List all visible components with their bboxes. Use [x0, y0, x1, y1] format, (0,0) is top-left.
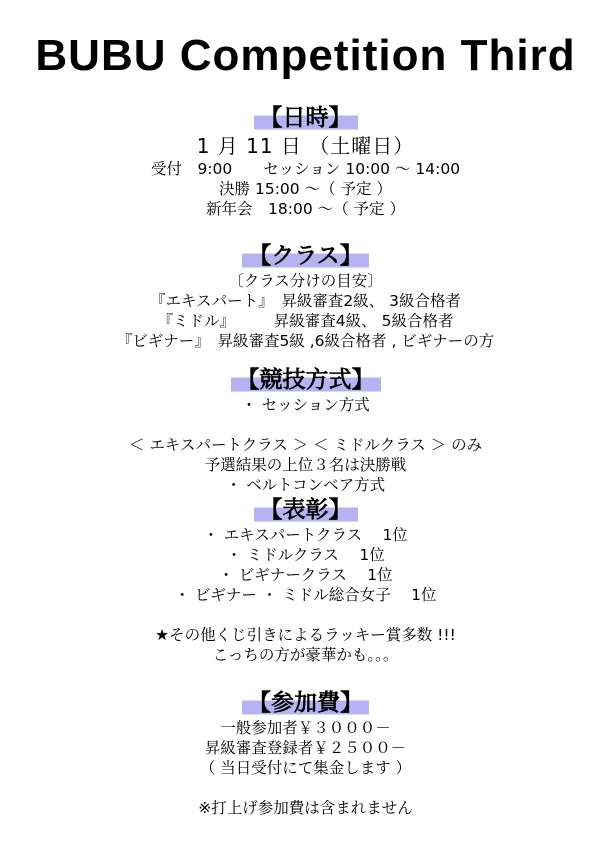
middle-class-criteria: 『ミドル』 昇級審査4級、 5級合格者 [157, 312, 454, 330]
fees-heading: 【参加費】 [242, 688, 369, 718]
afterparty-fee-note: ※打上げ参加費は含まれません [198, 799, 413, 817]
classes-only-note: ＜ エキスパートクラス ＞ ＜ ミドルクラス ＞ のみ [128, 436, 483, 454]
beginner-award: ・ ビギナークラス 1位 [218, 566, 393, 584]
event-title: BUBU Competition Third [35, 31, 576, 80]
belt-conveyor-format: ・ ベルトコンベア方式 [225, 476, 386, 494]
spacer [0, 605, 611, 625]
competition-format-section [0, 365, 611, 495]
class-section [0, 241, 611, 351]
top-three-note: 予選結果の上位３名は決勝戦 [204, 456, 407, 474]
exam-registration-fee: 昇級審査登録者￥２５００－ [204, 739, 407, 757]
middle-award: ・ ミドルクラス 1位 [226, 546, 385, 564]
general-fee: 一般参加者￥３０００－ [220, 719, 391, 737]
awards-section [0, 495, 611, 665]
final-time: 決勝 15:00 ～（ 予定 ） [219, 180, 392, 198]
payment-note: （ 当日受付にて集金します ） [199, 759, 412, 777]
spacer [0, 778, 611, 798]
fees-section [0, 688, 611, 818]
reception-session-time: 受付 9:00 セッション 10:00 ～ 14:00 [150, 160, 461, 178]
prize-comment: こっちの方が豪華かも。。。 [212, 646, 399, 664]
women-award: ・ ビギナー ・ ミドル総合女子 1位 [174, 586, 437, 604]
session-format: ・ セッション方式 [241, 396, 370, 414]
expert-award: ・ エキスパートクラス 1位 [203, 526, 408, 544]
lucky-prize-note: ★その他くじ引きによるラッキー賞多数 !!! [155, 626, 456, 644]
event-date: 1 月 11 日 （土曜日） [196, 134, 415, 158]
class-heading: 【クラス】 [242, 241, 368, 271]
class-guide: 〔クラス分けの目安〕 [228, 272, 383, 290]
schedule-heading: 【日時】 [254, 103, 358, 133]
new-year-party-time: 新年会 18:00 ～（ 予定 ） [206, 200, 405, 218]
spacer [0, 415, 611, 435]
expert-class-criteria: 『エキスパート』 昇級審査2級、 3級合格者 [149, 292, 462, 310]
awards-heading: 【表彰】 [254, 495, 358, 525]
competition-format-heading: 【競技方式】 [231, 365, 381, 395]
beginner-class-criteria: 『ビギナー』 昇級審査5級 ,6級合格者 , ビギナーの方 [116, 332, 495, 350]
schedule-section [0, 103, 611, 219]
